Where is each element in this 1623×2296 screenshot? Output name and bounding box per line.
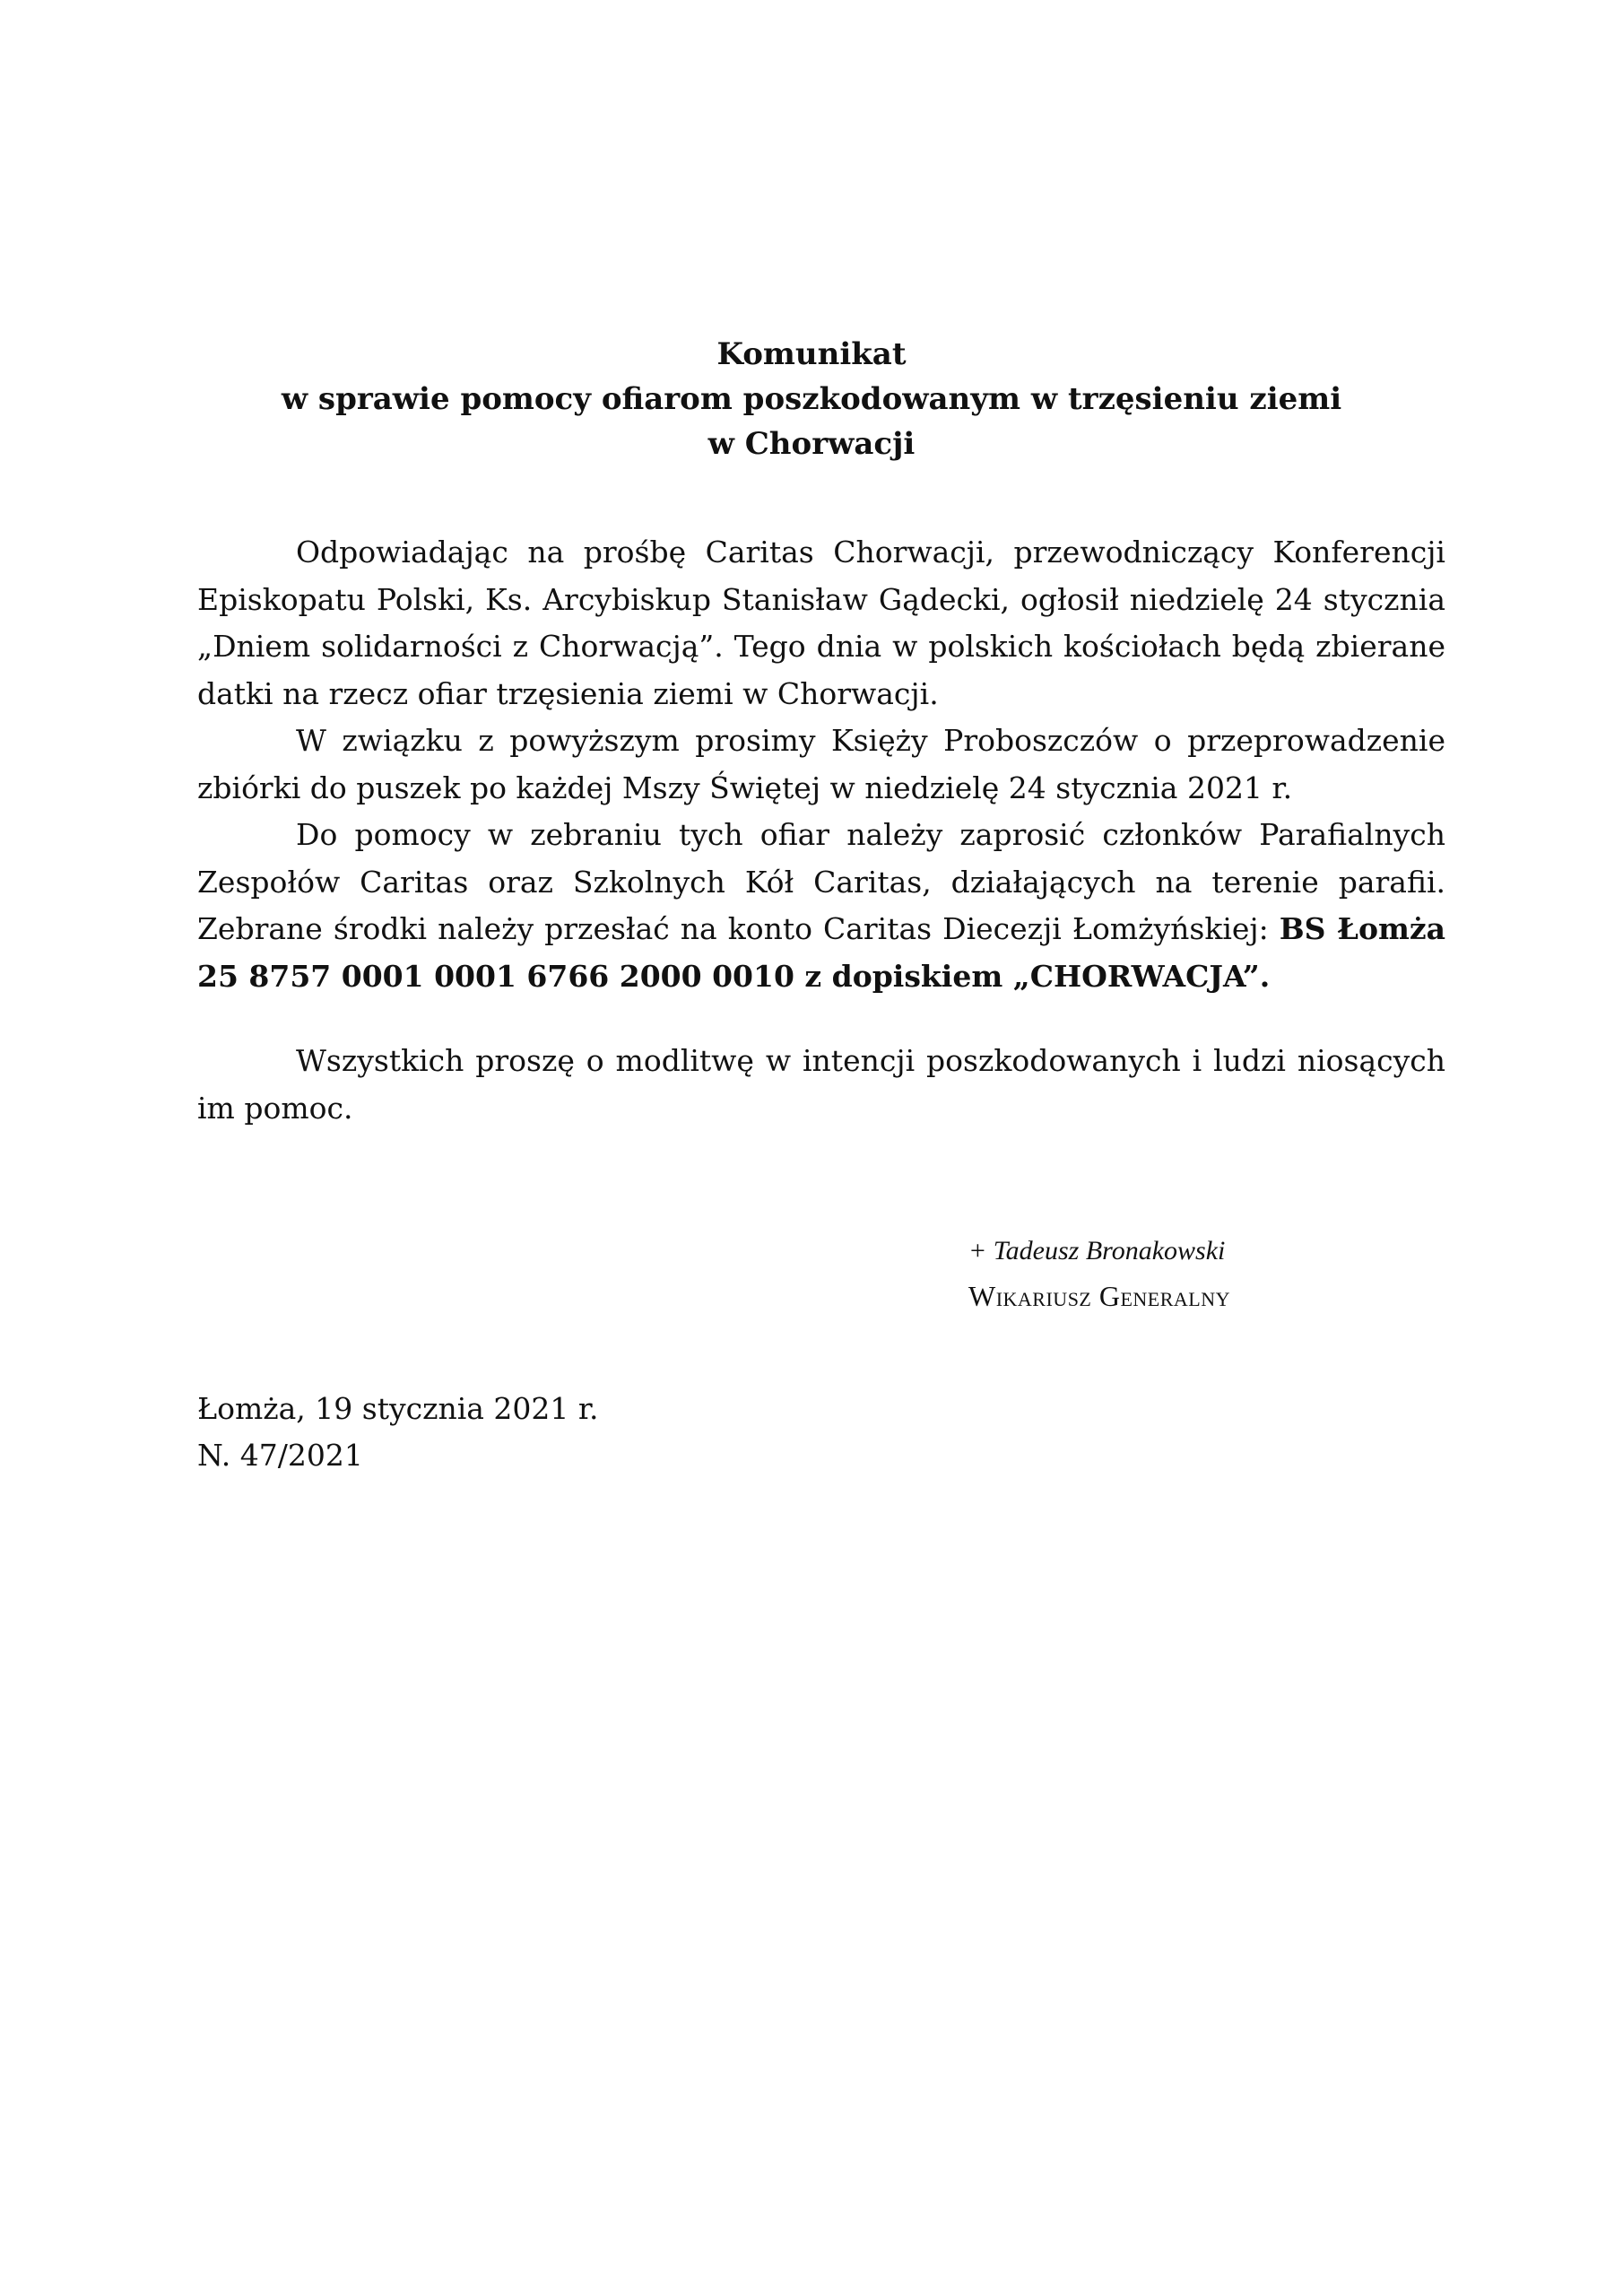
paragraph-1: Odpowiadając na prośbę Caritas Chorwacji, przewodniczący Konferencji Episkopatu Polski, Ks. Arcybiskup Stanisław Gądecki, ogłosił niedzielę 24 stycznia „Dniem solidarności z Chorwacją”. Tego dnia w polskich kościołach będą zbierane datki na rzecz ofiar trzęsienia ziemi w Chorwacji. bbox=[197, 535, 1445, 711]
title-line-1: Komunikat bbox=[716, 336, 907, 372]
paragraph-2: W związku z powyższym prosimy Księży Proboszczów o przeprowadzenie zbiórki do puszek po każdej Mszy Świętej w niedzielę 24 stycznia 2021 r. bbox=[197, 723, 1445, 805]
document-title bbox=[197, 332, 1426, 466]
title-line-3: w Chorwacji bbox=[707, 426, 916, 462]
paragraph-spacer bbox=[197, 1000, 1445, 1038]
signature-block bbox=[968, 1229, 1230, 1318]
paragraph-3 bbox=[197, 812, 1445, 1000]
signatory-role: Wikariusz Generalny bbox=[968, 1280, 1231, 1312]
title-line-2: w sprawie pomocy ofiarom poszkodowanym w trzęsieniu ziemi bbox=[281, 381, 1342, 417]
bank-account-details: BS Łomża 25 8757 0001 0001 6766 2000 0010 z dopiskiem „CHORWACJA”. bbox=[197, 911, 1445, 994]
paragraph-4: Wszystkich proszę o modlitwę w intencji poszkodowanych i ludzi niosących im pomoc. bbox=[197, 1043, 1445, 1126]
signatory-name: + Tadeusz Bronakowski bbox=[968, 1236, 1226, 1265]
document-footer bbox=[197, 1386, 599, 1479]
document-body bbox=[197, 529, 1445, 1132]
paragraph-3-text: Do pomocy w zebraniu tych ofiar należy zaprosić członków Parafialnych Zespołów Caritas oraz Szkolnych Kół Caritas, działających na terenie parafii. Zebrane środki należy przesłać na konto Caritas Diecezji Łomżyńskiej: bbox=[197, 817, 1445, 946]
reference-number: N. 47/2021 bbox=[197, 1438, 363, 1473]
place-and-date: Łomża, 19 stycznia 2021 r. bbox=[197, 1391, 599, 1426]
